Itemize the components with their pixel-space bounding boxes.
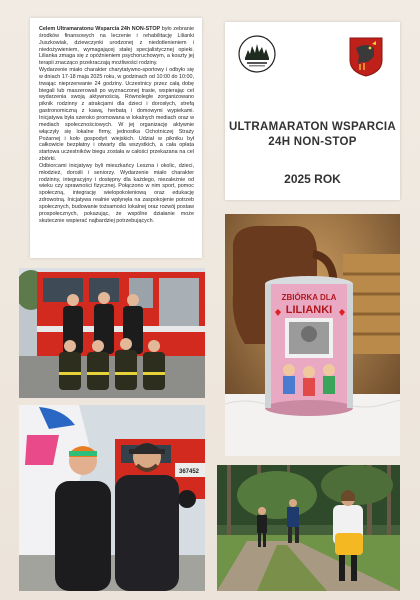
collection-jar-photo bbox=[225, 214, 400, 456]
jar-label-line-2: LILIANKI bbox=[285, 304, 333, 316]
event-year: 2025 ROK bbox=[284, 172, 341, 186]
forest-emblem-icon bbox=[237, 34, 277, 74]
paragraph-1-text: było zebranie środków finansowych na leczenie i rehabilitację Lilianki Juszkowiak, dziewczynki urodzonej z niedotlenieniem i niedożywieniem, wymagającej stałej specjalistycznej opieki. Lilianka zmaga się z opóźnieniem psychoruchowym, a koszty jej terapii znacząco przekraczają możliwości rodziny. bbox=[39, 26, 194, 67]
jar-label-line-1: ZBIÓRKA DLA bbox=[281, 293, 337, 302]
paragraph-2: Wydarzenie miało charakter charytatywno-sportowy i odbyło się w dniach 17-18 maja 2025 roku, w godzinach od 10:00 do 10:00, trwając nieprzerwanie 24 godziny. Uczestnicy przez całą dobę biegali lub maszerowali po wyznaczonej trasie, wspierając cel wydarzenia swoją aktywnością. Równolegle zorganizowano piknik rodzinny z atrakcjami dla dzieci i dorosłych, strefą gastronomiczną z kawą, herbatą i domowymi wypiekami. Inicjatywa była szeroko promowana w lokalnych mediach oraz w mediach społecznościowych. W jej organizację aktywnie włączyły się lokalne firmy, jednostka Ochotniczej Straży Pożarnej i koło gospodyń wiejskich. Udział w pikniku był całkowicie bezpłatny i otwarty dla wszystkich, a cała opłata startowa uczestników biegu została w całości przekazana na cel zbiórki. bbox=[39, 67, 194, 163]
vehicle-number: 367452 bbox=[178, 469, 200, 475]
coat-of-arms-icon bbox=[346, 34, 386, 78]
title-card bbox=[225, 22, 400, 200]
organization-name: Celem Ultramaratonu Wsparcia 24h NON-STOP bbox=[39, 26, 161, 32]
title-line-1: ULTRAMARATON WSPARCIA bbox=[228, 121, 397, 133]
paragraph-1 bbox=[39, 26, 194, 67]
runners-photo bbox=[217, 465, 400, 591]
event-title bbox=[225, 120, 400, 150]
paragraph-3: Odbiorcami inicjatywy byli mieszkańcy Leszna i okolic, dzieci, młodzież, dorośli i seniorzy. Wydarzenie miało charakter rodzinny, integracyjny i dostępny dla każdego, niezależnie od wieku czy sprawności fizycznej. Połączono w nim sport, pomoc społeczną, integrację wielopokoleniową oraz edukację zdrowotną. Inicjatywa realnie wpłynęła na zaspokojenie potrzeb społecznych, budowanie tożsamości lokalnej oraz rozwój postaw prospołecznych, pokazując, że wspólne działanie może skutecznie wspierać najbardziej potrzebujących. bbox=[39, 162, 194, 224]
couple-photo bbox=[19, 405, 205, 591]
firefighters-photo bbox=[19, 268, 205, 398]
title-line-2: 24H NON-STOP bbox=[268, 136, 357, 148]
description-card bbox=[30, 18, 202, 258]
